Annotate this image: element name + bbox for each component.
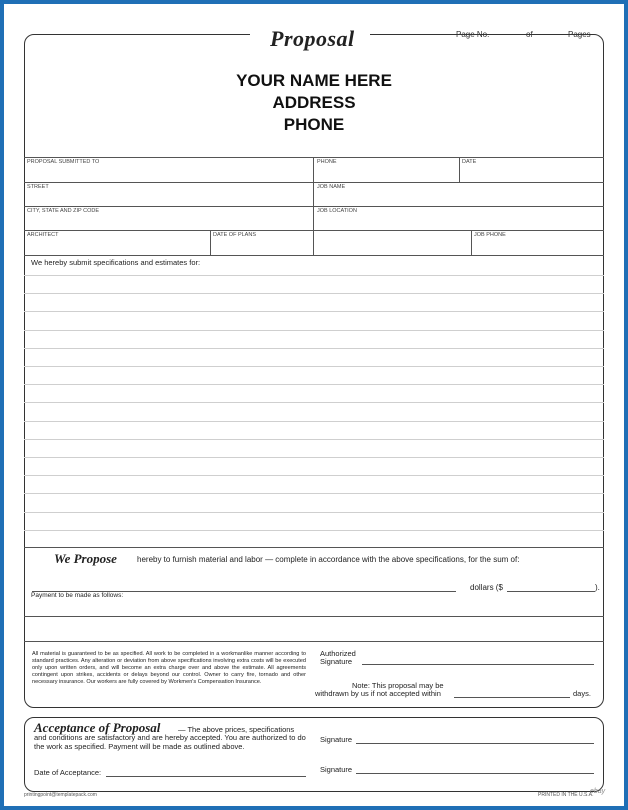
field-architect[interactable]: ARCHITECT	[27, 232, 59, 238]
footer-right: PRINTED IN THE U.S.A.	[538, 792, 594, 798]
ebay-watermark: ebay	[590, 788, 606, 795]
dollars-label: dollars ($	[470, 583, 503, 592]
dollars-amount-line[interactable]	[507, 591, 595, 592]
payment-label: Payment to be made as follows:	[31, 592, 124, 599]
spec-rule-line	[24, 530, 604, 531]
accept-signature-line-2[interactable]	[356, 773, 594, 774]
note-line-2: withdrawn by us if not accepted within	[315, 689, 441, 698]
business-address: ADDRESS	[272, 93, 356, 112]
spec-rule-line	[24, 457, 604, 458]
authorized-signature-line[interactable]	[362, 664, 594, 665]
spec-rule-line	[24, 293, 604, 294]
acceptance-text-2: and conditions are satisfactory and are hereby accepted. You are authorized to do the work as specified. Payment will be made as outlined above.	[34, 733, 306, 751]
legal-terms: All material is guaranteed to be as specified. All work to be completed in a workmanlike manner according to standard practices. Any alteration or deviation from above specifications involving extra costs will be executed only upon written orders, and will become an extra charge over and above the estimate. All agreements contingent upon strikes, accidents or delays beyond our control. Owner to carry fire, tornado and other necessary insurance. Our workers are fully covered by Workmen's Compensation Insurance.	[32, 651, 306, 685]
field-job-phone[interactable]: JOB PHONE	[474, 232, 506, 238]
we-propose-heading: We Propose	[54, 551, 117, 566]
spec-rule-line	[24, 475, 604, 476]
spec-rule-line	[24, 439, 604, 440]
days-label: days.	[573, 689, 591, 698]
form-title: Proposal	[270, 26, 355, 51]
days-line[interactable]	[454, 697, 570, 698]
specs-intro: We hereby submit specifications and estimates for:	[31, 258, 201, 267]
spec-rule-line	[24, 402, 604, 403]
authorized-signature-label: Signature	[320, 657, 353, 666]
spec-rule-line	[24, 384, 604, 385]
field-city[interactable]: CITY, STATE AND ZIP CODE	[27, 208, 100, 214]
date-of-acceptance-line[interactable]	[106, 776, 306, 777]
acceptance-heading: Acceptance of Proposal	[34, 720, 161, 735]
acceptance-text-1: — The above prices, specifications	[178, 725, 295, 734]
spec-rule-line	[24, 311, 604, 312]
spec-rule-line	[24, 421, 604, 422]
business-name: YOUR NAME HERE	[236, 71, 392, 90]
spec-rule-line	[24, 275, 604, 276]
pages-label: Pages	[568, 30, 591, 39]
field-date-of-plans[interactable]: DATE OF PLANS	[213, 232, 256, 238]
field-date[interactable]: DATE	[462, 159, 477, 165]
business-header	[4, 70, 624, 136]
dollars-close: ).	[595, 583, 600, 592]
accept-signature-label-2: Signature	[320, 765, 353, 774]
page-no-label: Page No.	[456, 30, 490, 39]
of-label: of	[526, 30, 533, 39]
date-of-acceptance-label: Date of Acceptance:	[34, 768, 102, 777]
field-job-name[interactable]: JOB NAME	[317, 184, 346, 190]
spec-rule-line	[24, 348, 604, 349]
authorized-label: Authorized	[320, 649, 356, 658]
spec-rule-line	[24, 493, 604, 494]
accept-signature-line-1[interactable]	[356, 743, 594, 744]
proposal-form-page	[4, 4, 624, 806]
spec-rule-line	[24, 366, 604, 367]
spec-rule-line	[24, 512, 604, 513]
we-propose-text: hereby to furnish material and labor — complete in accordance with the above specifications, for the sum of:	[137, 555, 520, 564]
business-phone: PHONE	[283, 115, 345, 134]
note-line-1: Note: This proposal may be	[352, 681, 444, 690]
field-street[interactable]: STREET	[27, 184, 49, 190]
field-proposal-to[interactable]: PROPOSAL SUBMITTED TO	[27, 159, 100, 165]
field-phone[interactable]: PHONE	[317, 159, 337, 165]
spec-rule-line	[24, 330, 604, 331]
accept-signature-label-1: Signature	[320, 735, 353, 744]
footer-left: printingpoint@templatepack.com	[24, 792, 97, 798]
field-job-location[interactable]: JOB LOCATION	[317, 208, 357, 214]
